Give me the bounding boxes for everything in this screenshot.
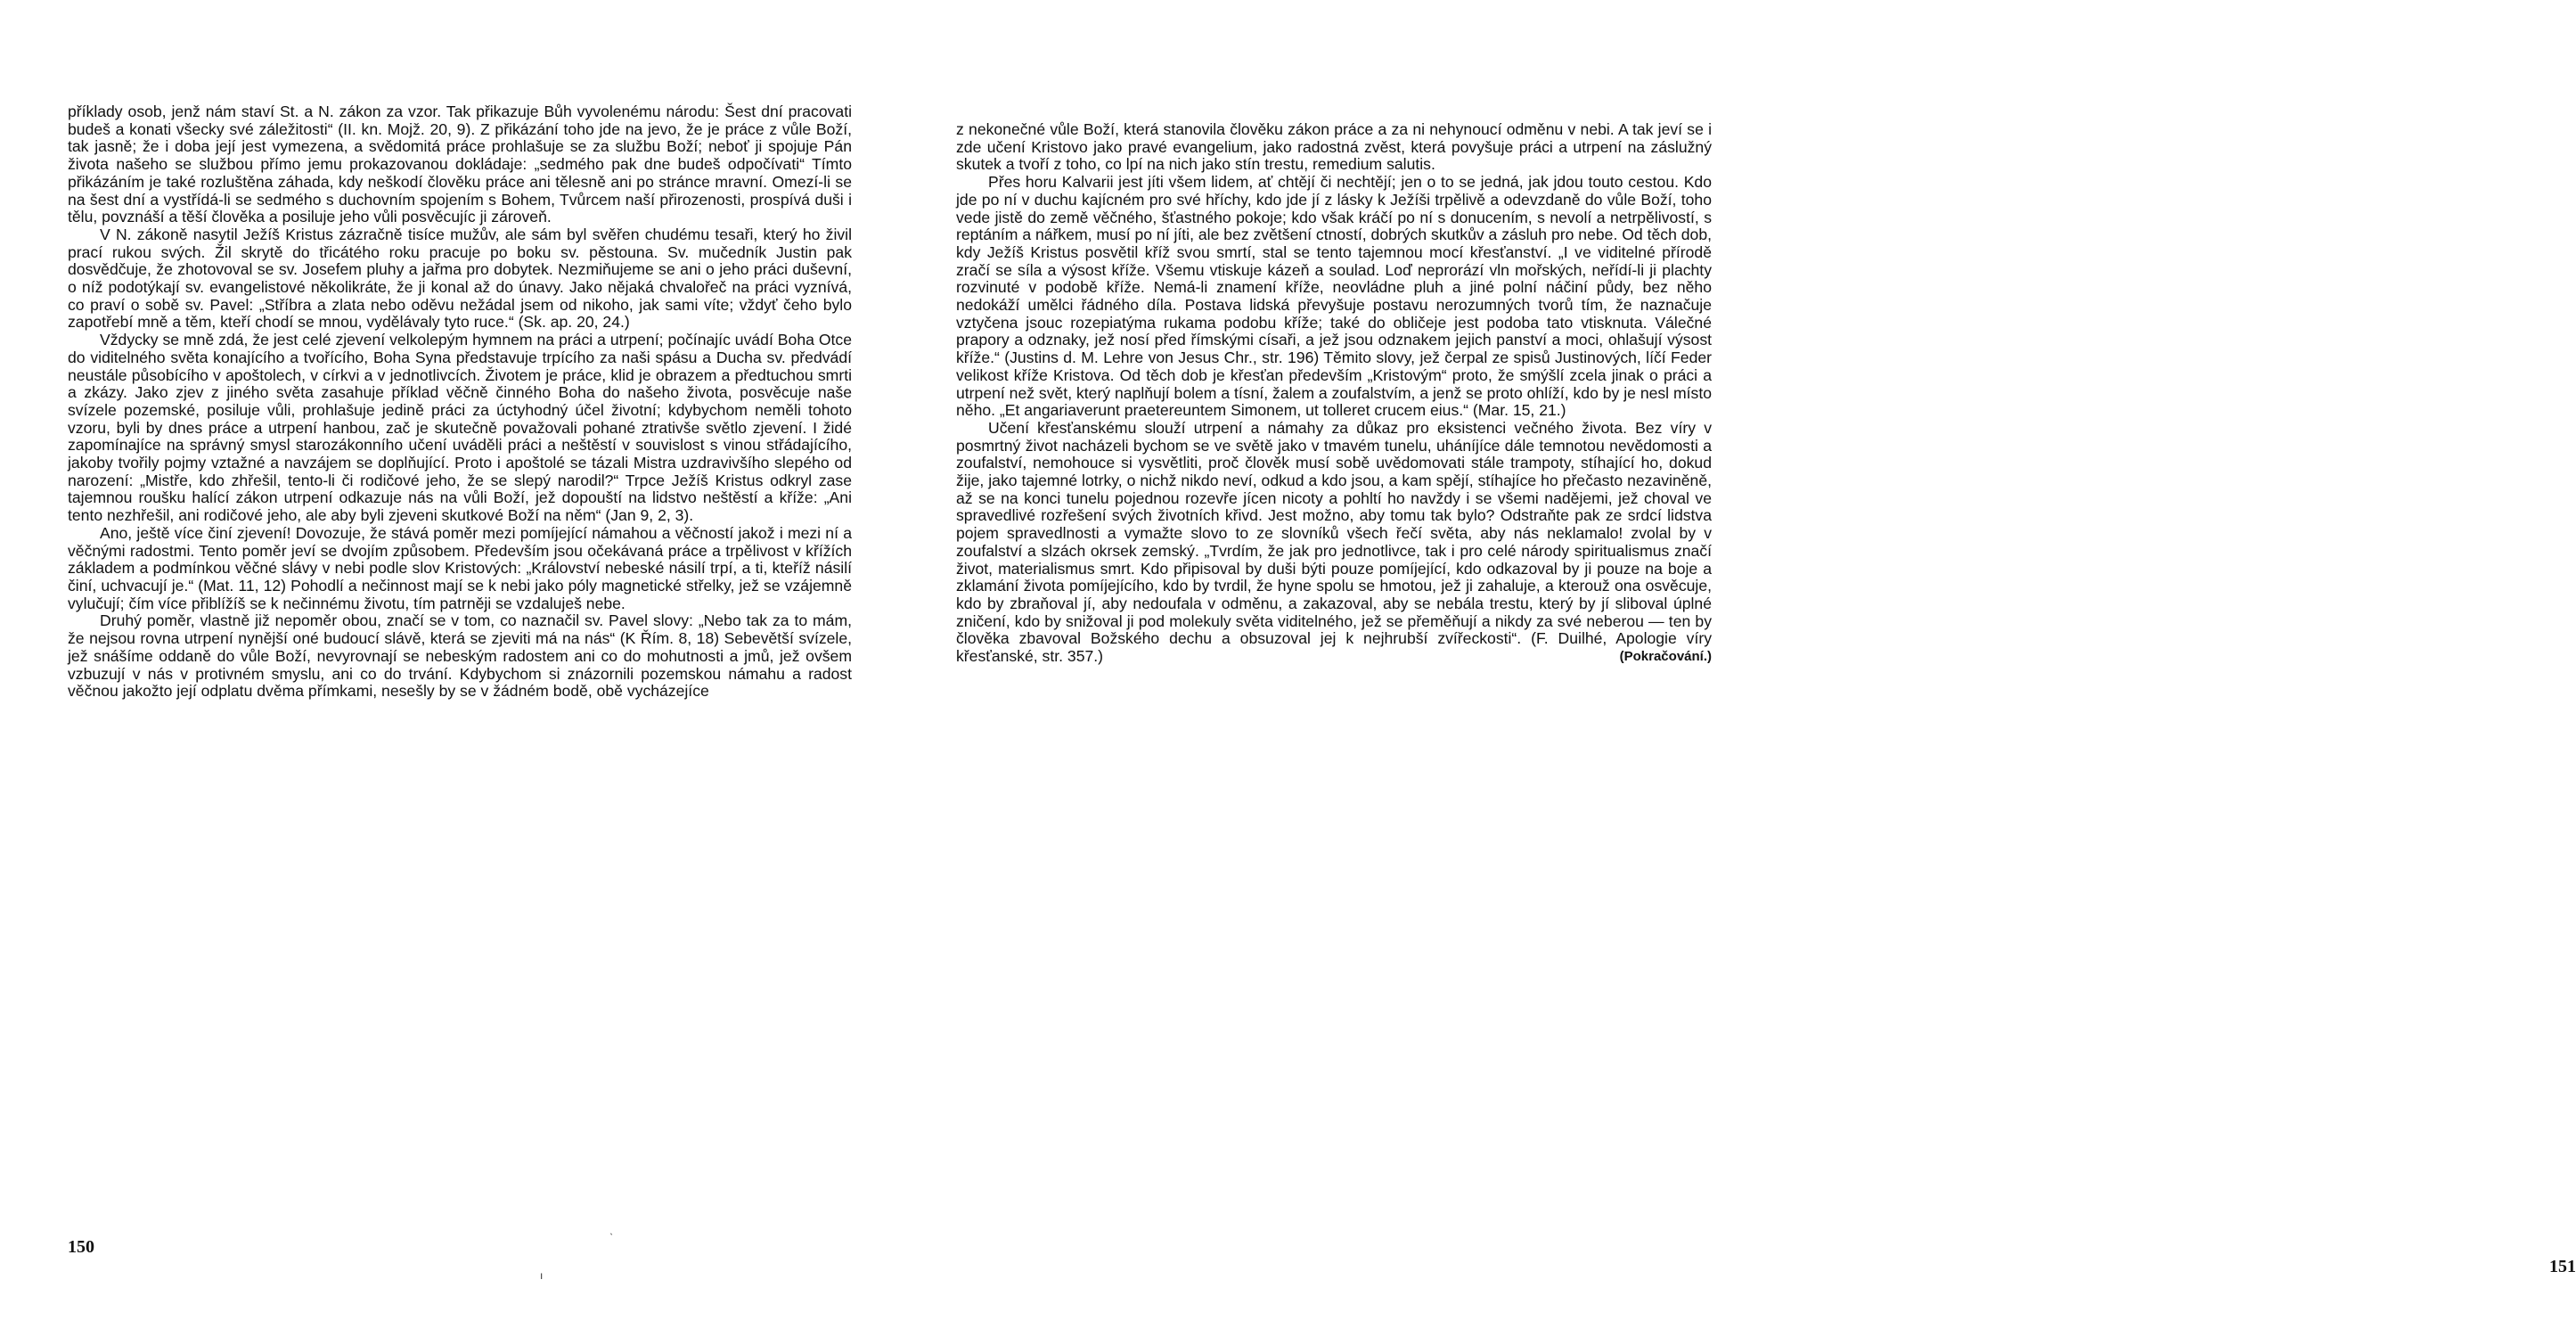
right-paragraph-3 (956, 420, 1712, 666)
right-page-number: 151 (2549, 1257, 2576, 1276)
continuation-note: (Pokračování.) (1619, 649, 1712, 665)
left-text-column (68, 103, 852, 701)
left-paragraph-4: Ano, ještě více činí zjevení! Dovozuje, že stává poměr mezi pomíjející námahou a věčností jakož i mezi ní a věčnými radostmi. Tento poměr jeví se dvojím způsobem. Především jsou očekávaná práce a trpělivost v křížích základem a podmínkou věčné slávy v nebi podle slov Kristových: „Království nebeské násilí trpí, a ti, kteříž násilí činí, uchvacují je.“ (Mat. 11, 12) Pohodlí a nečinnost mají se k nebi jako póly magnetické střelky, jež se vzájemně vylučují; čím více přiblížíš se k nečinnému životu, tím patrněji se vzdaluješ nebe. (68, 523, 852, 612)
right-page (878, 0, 2576, 1337)
left-paragraph-1: příklady osob, jenž nám staví St. a N. zákon za vzor. Tak přikazuje Bůh vyvolenému národu: Šest dní pracovati budeš a konati všecky své záležitosti“ (II. kn. Mojž. 20, 9). Z přikázání toho jde na jevo, že je práce z vůle Boží, tak jasně; že i doba její jest vymezena, a svědomitá práce prohlašuje se za službu Boží; neboť ji spojuje Pán života našeho se službou přímo jemu prokazovanou dokládaje: „sedmého pak dne budeš odpočívati“ Tímto přikázáním je také rozluštěna záhada, kdy neškodí člověku práce ani tělesně ani po stránce mravní. Omezí-li se na šest dní a vystřídá-li se sedmého s duchovním spojením s Bohem, Tvůrcem naší přirozenosti, prospívá duši i tělu, povznáší a těší člověka a posiluje jeho vůli posvěcujíc ji zároveň. (68, 103, 852, 226)
left-page-number: 150 (68, 1237, 94, 1257)
right-paragraph-1: z nekonečné vůle Boží, která stanovila člověku zákon práce a za ni nehynoucí odměnu v nebi. A tak jeví se i zde učení Kristovo jako pravé evangelium, jako radostná zvěst, která povyšuje práci a utrpení na záslužný skutek a tvoří z toho, co lpí na nich jako stín trestu, remedium salutis. (956, 120, 1712, 174)
left-paragraph-2: V N. zákoně nasytil Ježíš Kristus zázračně tisíce mužův, ale sám byl svěřen chudému tesaři, který ho živil prací rukou svých. Žil skrytě do třicátého roku pracuje po boku sv. pěstouna. Sv. mučedník Justin pak dosvědčuje, že zhotovoval se sv. Josefem pluhy a jařma pro dobytek. Nezmiňujeme se ani o jeho práci duševní, o níž podotýkají sv. evangelistové několikráte, že ji konal až do únavy. Jako nějaká chvalořeč na práci vyznívá, co praví o sobě sv. Pavel: „Stříbra a zlata nebo oděvu nežádal jsem od nikoho, jak sami víte; vždyť čeho bylo zapotřebí mně a těm, kteří chodí se mnou, vydělávaly tyto ruce.“ (Sk. ap. 20, 24.) (68, 225, 852, 332)
right-paragraph-2: Přes horu Kalvarii jest jíti všem lidem, ať chtějí či nechtějí; jen o to se jedná, jak jdou touto cestou. Kdo jde po ní v duchu kajícném pro své hříchy, kdo jde jí z lásky k Ježíši trpělivě a odevzdaně do vůle Boží, toho vede jistě do země věčného, šťastného pokoje; kdo však kráčí po ní s donucením, s nevolí a netrpělivostí, s reptáním a nářkem, musí po ní jíti, ale bez zvětšení ctností, dobrých skutkův a zásluh pro nebe. Od těch dob, kdy Ježíš Kristus posvětil kříž svou smrtí, stal se tento tajemnou mocí křesťanství. „I ve viditelné přírodě zračí se síla a výsost kříže. Všemu vtiskuje kázeň a soulad. Loď neprorází vln mořských, neřídí-li ji plachty rozvinuté v podobě kříže. Nemá-li znamení kříže, neovládne pluh a jiné polní náčiní půdy, bez něho nedokáží umělci řádného díla. Postava lidská převyšuje postavu nerozumných tvorů tím, že naznačuje vztyčena jsouc rozepiatýma rukama podobu kříže; také do obličeje jest podoba tato vtisknuta. Válečné prapory a odznaky, jež nosí před římskými císaři, a jež jsou odznakem jejich panství a moci, ohlašují výsost kříže.“ (Justins d. M. Lehre von Jesus Chr., str. 196) Těmito slovy, jež čerpal ze spisů Justinových, líčí Feder velikost kříže Kristova. Od těch dob je křesťan především „Kristovým“ proto, že smýšlí zcela jinak o práci a utrpení než svět, který naplňují bolem a tísní, žalem a zoufalstvím, a jenž se proto ohlíží, kdo by je nesl místo něho. „Et angariaverunt praetereuntem Simonem, ut tolleret crucem eius.“ (Mar. 15, 21.) (956, 173, 1712, 420)
print-speck: ı (540, 1269, 544, 1282)
right-text-column (956, 121, 1712, 666)
left-paragraph-3: Vždycky se mně zdá, že jest celé zjevení velkolepým hymnem na práci a utrpení; počínajíc uvádí Boha Otce do viditelného světa konajícího a tvořícího, Boha Syna představuje trpícího za naši spásu a Ducha sv. předvádí neustále působícího v apoštolech, v církvi a v jednotlivcích. Životem je práce, klid je obrazem a předtuchou smrti a zkázy. Jako zjev z jiného světa zasahuje příklad věčně činného Boha do našeho života, posvěcuje naše svízele pozemské, posiluje vůli, prohlašuje jedině práci za úctyhodný účel životní; kdybychom neměli tohoto vzoru, byli by dnes práce a utrpení hanbou, zač je skutečně považovali pohané ztrativše světlo zjevení. I židé zapomínajíce na správný smysl starozákonního učení uváděli práci a neštěstí v souvislost s vinou střádajícího, jakoby tvořily pojmy vztažné a navzájem se doplňující. Proto i apoštolé se tázali Mistra uzdravivšího slepého od narození: „Mistře, kdo zhřešil, tento-li či rodičové jeho, že se slepý narodil?“ Trpce Ježíš Kristus odkryl zase tajemnou roušku halící zákon utrpení odkazuje nás na vůli Boží, jež dopouští na lidstvo neštěstí a kříže: „Ani tento nezhřešil, ani rodičové jeho, ale aby byli zjeveni skutkové Boží na něm“ (Jan 9, 2, 3). (68, 331, 852, 525)
left-page (0, 0, 878, 1337)
right-paragraph-3-text: Učení křesťanskému slouží utrpení a námahy za důkaz pro eksistenci večného života. Bez víry v posmrtný život nacházeli bychom se ve světě jako v tmavém tunelu, uháníjíce dále temnotou nevědomosti a zoufalství, nemohouce si vysvětliti, proč člověk musí sobě uvědomovati stále trampoty, stíhající ho, dokud žije, jako tajemné lotrky, o nichž nikdo neví, odkud a kdo jsou, a kam spějí, stíhajíce ho přečasto nezaviněně, až se na konci tunelu pojednou rozevře jícen nicoty a pohltí ho navždy i se všemi nadějemi, jež choval ve spravedlivé rozřešení svých životních křivd. Jest možno, aby tomu tak bylo? Odstraňte pak ze srdcí lidstva pojem spravedlnosti a vymažte slovo to ze slovníků všech řečí světa, aby nás neklamalo! zvolal by v zoufalství a slzách okrsek zemský. „Tvrdím, že jak pro jednotlivce, tak i pro celé národy spiritualismus značí život, materialismus smrt. Kdo připisoval by duši býti pouze pomíjející, kdo odkazoval by ji pouze na boje a zklamání života pomíjejícího, kdo by tvrdil, že hyne spolu se hmotou, jež ji zahaluje, a kterouž ona osvěcuje, kdo by zbraňoval jí, aby nedoufala v odměnu, a zakazoval, aby se nebála trestu, který by jí sliboval úplné zničení, kdo by snižoval ji pod molekuly světa viditelného, jež se přeměňují a nikdy za své neberou — ten by člověka zbavoval Božského dechu a obsuzoval jej k nejhrubší zvířeckosti“. (F. Duilhé, Apologie víry křesťanské, str. 357.) (956, 418, 1712, 666)
print-speck: ˴ (609, 1226, 613, 1239)
left-paragraph-5: Druhý poměr, vlastně již nepoměr obou, značí se v tom, co naznačil sv. Pavel slovy: „Nebo tak za to mám, že nejsou rovna utrpení nynější oné budoucí slávě, která se zjeviti má na nás“ (K Řím. 8, 18) Sebevětší svízele, jež snášíme oddaně do vůle Boží, nevyrovnají se nebeským radostem ani co do mohutnosti a jmů, jež ovšem vzbuzují v nás v protivném smyslu, ani co do trvání. Kdybychom si znázornili pozemskou námahu a radost věčnou jakožto její odplatu dvěma přímkami, nesešly by se v žádném bodě, obě vycházejíce (68, 611, 852, 701)
